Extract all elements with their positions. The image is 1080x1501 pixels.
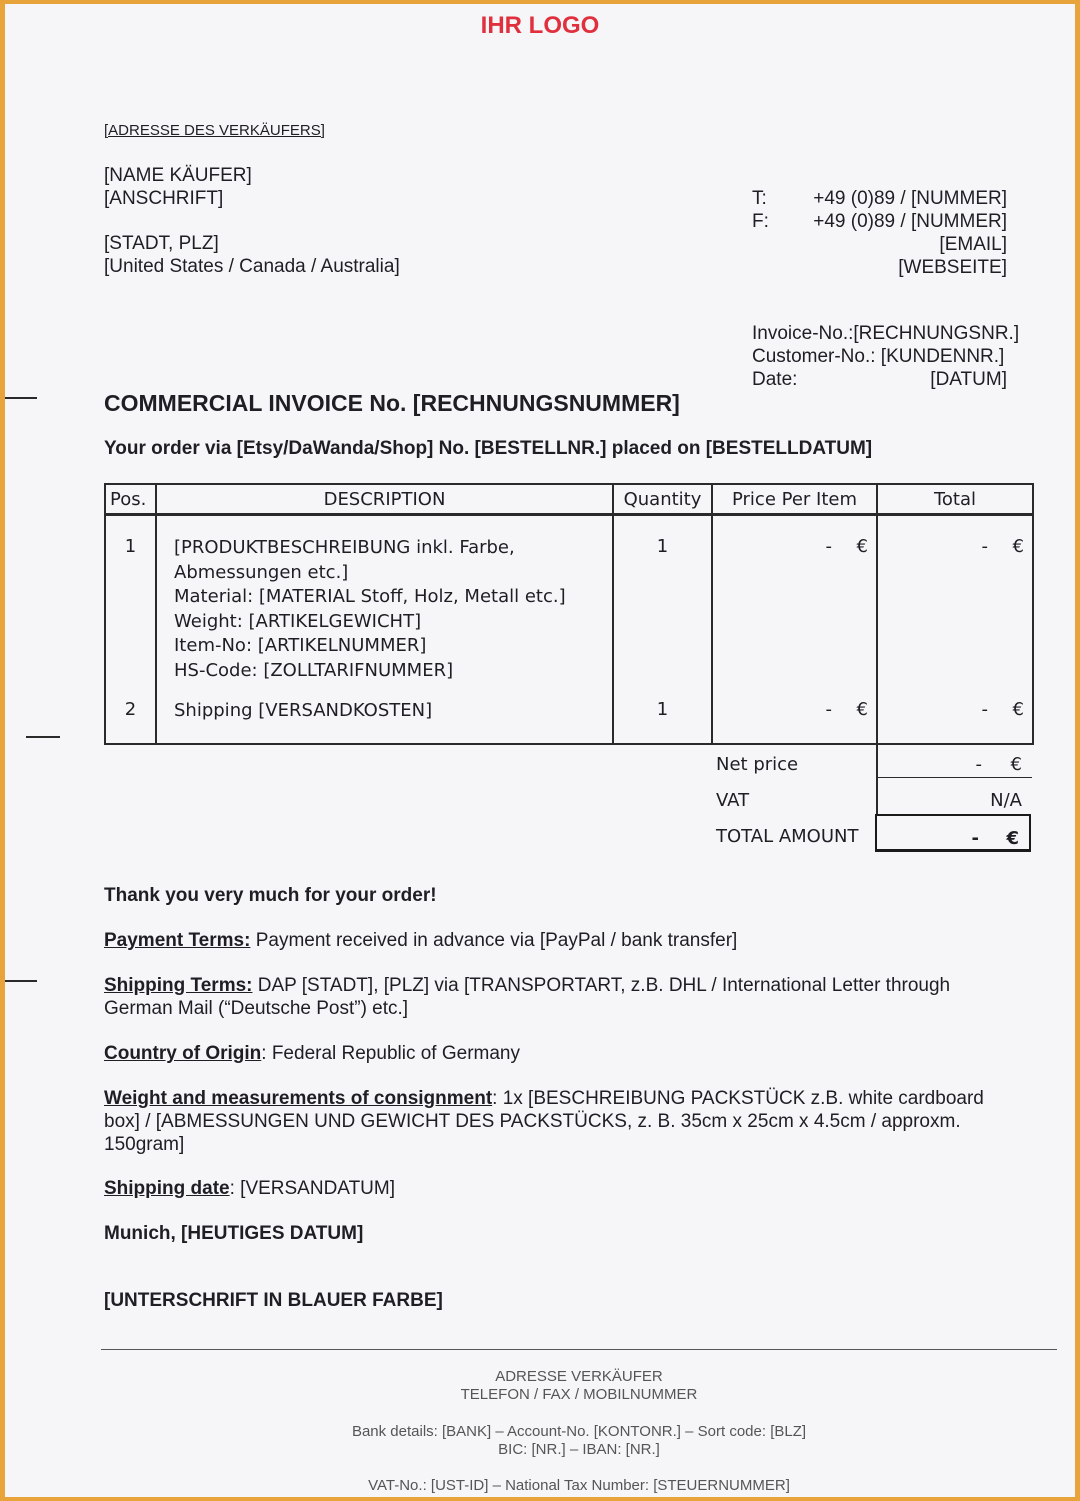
row-description	[156, 699, 613, 744]
vat-label: VAT	[716, 790, 750, 811]
footer-bank	[5, 1423, 1075, 1459]
column-header-price: Price Per Item	[712, 484, 877, 515]
shipping-terms-label: Shipping Terms:	[104, 975, 253, 996]
description-line: [PRODUKTBESCHREIBUNG inkl. Farbe,	[174, 537, 515, 558]
footer-bic-iban: BIC: [NR.] – IBAN: [NR.]	[498, 1441, 660, 1458]
description-line: Item-No: [ARTIKELNUMMER]	[174, 635, 427, 656]
phone-value: +49 (0)89 / [NUMMER]	[813, 188, 1007, 209]
footer-tax	[5, 1477, 1075, 1495]
row-total	[877, 515, 1033, 700]
net-price-value: -	[975, 754, 982, 775]
origin-label: Country of Origin	[104, 1043, 262, 1064]
signature-placeholder: [UNTERSCHRIFT IN BLAUER FARBE]	[104, 1290, 443, 1311]
price-value: -	[825, 536, 832, 557]
row-price	[712, 699, 877, 744]
buyer-name: [NAME KÄUFER]	[104, 165, 252, 186]
footer-address	[5, 1368, 1075, 1404]
invoice-title: COMMERCIAL INVOICE No. [RECHNUNGSNUMMER]	[104, 390, 680, 416]
payment-terms	[104, 929, 1029, 952]
shipping-date	[104, 1177, 1029, 1200]
fold-mark	[5, 397, 37, 399]
footer-bank-details: Bank details: [BANK] – Account-No. [KONTONR.] – Sort code: [BLZ]	[351, 1423, 807, 1440]
weight-measurements	[104, 1087, 1024, 1156]
fax-value: +49 (0)89 / [NUMMER]	[813, 211, 1007, 232]
net-price-label: Net price	[716, 754, 799, 775]
total-value: -	[981, 699, 988, 720]
table-row	[105, 515, 1033, 700]
row-description	[156, 515, 613, 700]
row-price	[712, 515, 877, 700]
footer-phone: TELEFON / FAX / MOBILNUMMER	[460, 1386, 698, 1403]
shipping-date-text: : [VERSANDATUM]	[229, 1178, 395, 1199]
email-value: [EMAIL]	[939, 234, 1007, 255]
total-amount-row	[712, 814, 1032, 850]
footer-seller-address: ADRESSE VERKÄUFER	[495, 1368, 663, 1385]
website-value: [WEBSEITE]	[898, 257, 1007, 278]
currency-symbol: €	[856, 699, 868, 720]
buyer-country: [United States / Canada / Australia]	[104, 256, 400, 277]
description-line: Material: [MATERIAL Stoff, Holz, Metall etc.]	[174, 586, 566, 607]
logo-placeholder: IHR LOGO	[480, 12, 600, 39]
weight-label: Weight and measurements of consignment	[104, 1088, 493, 1109]
currency-symbol: €	[1010, 754, 1022, 775]
row-quantity: 1	[613, 699, 712, 744]
date-label: Date:	[752, 369, 798, 390]
country-of-origin	[104, 1042, 1029, 1065]
total-value: -	[981, 536, 988, 557]
order-line: Your order via [Etsy/DaWanda/Shop] No. [BESTELLNR.] placed on [BESTELLDATUM]	[104, 438, 873, 459]
fax-label: F:	[752, 211, 769, 232]
payment-terms-label: Payment Terms:	[104, 930, 251, 951]
weight-text: : 1x [BESCHREIBUNG PACKSTÜCK z.B. white cardboard box] / [ABMESSUNGEN UND GEWICHT DES PACKSTÜCKS, z. B. 35cm x 25cm x 4.5cm / approxm. 150gram]	[104, 1088, 984, 1155]
description-line: Weight: [ARTIKELGEWICHT]	[174, 610, 422, 632]
currency-symbol: €	[1006, 828, 1019, 849]
buyer-address: [ANSCHRIFT]	[104, 188, 224, 209]
table-row	[105, 699, 1033, 744]
date-value: [DATUM]	[930, 369, 1007, 390]
currency-symbol: €	[1012, 536, 1024, 557]
column-header-quantity: Quantity	[613, 484, 712, 515]
footer-divider	[101, 1349, 1057, 1350]
table-header-row	[105, 484, 1033, 515]
invoice-page	[5, 4, 1075, 1497]
vat-row	[712, 778, 1032, 814]
phone-label: T:	[752, 188, 767, 209]
price-value: -	[825, 699, 832, 720]
description-line: HS-Code: [ZOLLTARIFNUMMER]	[174, 659, 454, 681]
row-total	[877, 699, 1033, 744]
shipping-terms-text: DAP [STADT], [PLZ] via [TRANSPORTART, z.B. DHL / International Letter through German Mail (“Deutsche Post”) etc.]	[104, 975, 951, 1019]
net-price-row	[712, 742, 1032, 778]
currency-symbol: €	[1012, 699, 1024, 720]
footer-vat-number: VAT-No.: [UST-ID] – National Tax Number: [STEUERNUMMER]	[368, 1477, 790, 1494]
row-quantity: 1	[613, 515, 712, 700]
seller-contact-block	[752, 187, 1007, 279]
buyer-city: [STADT, PLZ]	[104, 233, 219, 254]
payment-terms-text: Payment received in advance via [PayPal / bank transfer]	[250, 930, 738, 951]
column-header-total: Total	[877, 484, 1033, 515]
shipping-date-label: Shipping date	[104, 1178, 230, 1199]
column-header-description: DESCRIPTION	[156, 484, 613, 515]
buyer-address-block	[104, 164, 400, 278]
total-amount-value: -	[971, 828, 979, 849]
vat-value: N/A	[990, 790, 1022, 811]
shipping-terms	[104, 974, 999, 1020]
punch-mark	[26, 736, 60, 738]
description-line: Abmessungen etc.]	[174, 561, 349, 583]
seller-address: [ADRESSE DES VERKÄUFERS]	[104, 122, 325, 139]
totals-block	[712, 742, 1032, 850]
origin-text: : Federal Republic of Germany	[261, 1043, 520, 1064]
thank-you-note: Thank you very much for your order!	[104, 885, 437, 906]
customer-number: Customer-No.: [KUNDENNR.]	[752, 346, 1005, 367]
description-line: Shipping [VERSANDKOSTEN]	[174, 700, 433, 721]
column-header-pos: Pos.	[105, 484, 156, 515]
fold-mark	[5, 980, 37, 982]
items-table	[104, 483, 1034, 745]
invoice-number: Invoice-No.:[RECHNUNGSNR.]	[752, 323, 1020, 344]
currency-symbol: €	[856, 536, 868, 557]
row-pos: 1	[105, 515, 156, 700]
place-and-date: Munich, [HEUTIGES DATUM]	[104, 1223, 364, 1244]
invoice-meta-block	[752, 322, 1027, 391]
row-pos: 2	[105, 699, 156, 744]
total-amount-label: TOTAL AMOUNT	[716, 826, 859, 847]
